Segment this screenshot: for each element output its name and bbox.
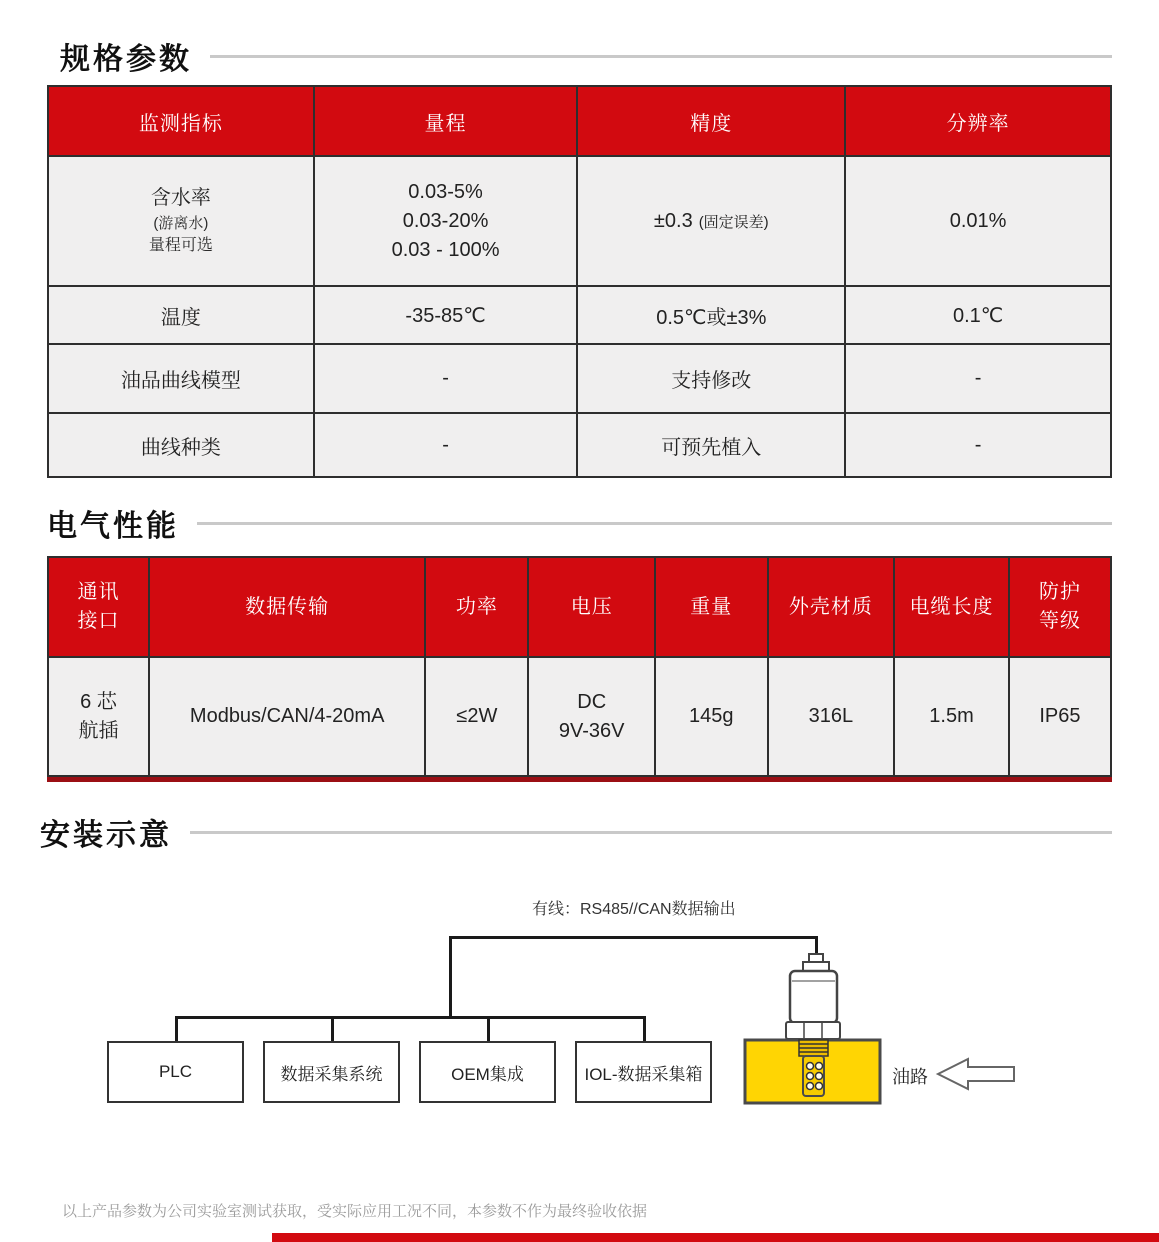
curve-resolution-cell: - <box>845 413 1111 477</box>
water-accuracy-cell <box>577 156 845 286</box>
electrical-header-row <box>48 557 1111 657</box>
cell-line: 航插 <box>78 719 119 742</box>
cell-line: 9V-36V <box>558 719 625 742</box>
spec-table-header-row <box>48 86 1111 156</box>
cell-line: Modbus/CAN/4-20mA <box>189 705 385 727</box>
header-line: 防护 <box>1038 581 1081 603</box>
header-line: 重量 <box>690 595 733 618</box>
box-label: IOL-数据采集箱 <box>584 1064 703 1084</box>
water-range-line2: 0.03-20% <box>402 209 489 232</box>
elec-header-comm-port <box>48 557 149 657</box>
cell-line: 316L <box>808 705 854 727</box>
header-line: 通讯 <box>77 581 120 603</box>
temp-resolution-cell: 0.1℃ <box>845 286 1111 344</box>
probe-hole <box>816 1063 823 1070</box>
water-indicator-line3: 量程可选 <box>148 237 213 254</box>
elec-header-cable-length <box>894 557 1009 657</box>
wire-bus-horizontal <box>175 1016 646 1019</box>
sensor-body-icon <box>790 971 837 1023</box>
elec-header-data-transfer <box>149 557 425 657</box>
temp-range-cell: -35-85℃ <box>314 286 578 344</box>
elec-power-cell <box>425 657 528 776</box>
model-indicator-cell: 油品曲线模型 <box>48 344 314 413</box>
header-line: 外壳材质 <box>788 595 873 618</box>
oil-path-label: 油路 <box>892 1067 928 1087</box>
wire-trunk-vertical <box>449 936 452 1018</box>
header-line: 等级 <box>1038 610 1081 632</box>
cell-line: 1.5m <box>929 705 974 727</box>
table-row <box>48 344 1111 413</box>
sensor-hex-nut-icon <box>786 1022 840 1039</box>
spec-header-accuracy: 精度 <box>577 86 845 156</box>
box-label: PLC <box>158 1062 193 1081</box>
water-indicator-line1: 含水率 <box>150 187 211 209</box>
curve-indicator-cell: 曲线种类 <box>48 413 314 477</box>
title-rule <box>210 55 1112 58</box>
specs-title-text: 规格参数 <box>60 43 192 76</box>
bottom-accent-bar <box>272 1233 1159 1242</box>
box-label: 数据采集系统 <box>280 1064 383 1084</box>
table-row <box>48 156 1111 286</box>
curve-range-cell: - <box>314 413 578 477</box>
diagram-box-plc <box>107 1041 244 1103</box>
cell-line: 145g <box>689 705 734 727</box>
curve-accuracy-cell: 可预先植入 <box>577 413 845 477</box>
elec-comm-port-cell <box>48 657 149 776</box>
oil-flow-arrow-icon <box>938 1059 1014 1089</box>
spec-header-indicator: 监测指标 <box>48 86 314 156</box>
elec-protection-cell <box>1009 657 1111 776</box>
section-specs-title <box>60 38 1112 74</box>
water-accuracy-main: ±0.3 <box>653 209 693 232</box>
header-line: 电压 <box>570 595 613 618</box>
model-accuracy-cell: 支持修改 <box>577 344 845 413</box>
electrical-table-wrap <box>47 556 1112 782</box>
elec-housing-cell <box>768 657 894 776</box>
wire-top-horizontal <box>449 936 818 939</box>
temp-indicator-cell: 温度 <box>48 286 314 344</box>
cell-line: ≤2W <box>456 705 498 727</box>
probe-hole <box>807 1083 814 1090</box>
electrical-table <box>47 556 1112 777</box>
installation-diagram <box>47 860 1112 1160</box>
model-resolution-cell: - <box>845 344 1111 413</box>
table-row <box>48 413 1111 477</box>
probe-hole <box>816 1083 823 1090</box>
installation-title-text: 安装示意 <box>40 819 172 852</box>
cell-line: IP65 <box>1039 705 1081 727</box>
sensor-illustration <box>680 950 1020 1110</box>
temp-accuracy-cell: 0.5℃或±3% <box>577 286 845 344</box>
wire-drop-plc <box>175 1016 178 1043</box>
elec-header-weight <box>655 557 768 657</box>
header-line: 功率 <box>455 595 498 618</box>
section-installation-title <box>40 814 1112 850</box>
wire-drop-iol <box>643 1016 646 1043</box>
spec-header-range: 量程 <box>314 86 578 156</box>
water-range-line1: 0.03-5% <box>408 180 483 203</box>
electrical-table-accent-bar <box>47 777 1112 782</box>
cell-line: DC <box>577 690 607 713</box>
water-indicator-line2: (游离水) <box>153 215 209 232</box>
water-indicator-cell <box>48 156 314 286</box>
spec-table <box>47 85 1112 478</box>
elec-weight-cell <box>655 657 768 776</box>
electrical-data-row <box>48 657 1111 776</box>
elec-header-protection <box>1009 557 1111 657</box>
title-rule <box>197 522 1112 525</box>
elec-header-housing <box>768 557 894 657</box>
probe-hole <box>816 1073 823 1080</box>
probe-hole <box>807 1073 814 1080</box>
table-row <box>48 286 1111 344</box>
water-range-line3: 0.03 - 100% <box>391 238 500 261</box>
title-rule <box>190 831 1112 834</box>
elec-header-power <box>425 557 528 657</box>
header-line: 数据传输 <box>245 595 330 618</box>
elec-header-voltage <box>528 557 654 657</box>
water-range-cell <box>314 156 578 286</box>
water-resolution-cell: 0.01% <box>845 156 1111 286</box>
spec-header-resolution: 分辨率 <box>845 86 1111 156</box>
section-electrical-title <box>47 505 1112 541</box>
electrical-title-text: 电气性能 <box>47 510 179 543</box>
wire-drop-daq <box>331 1016 334 1043</box>
wire-output-label: 有线：RS485//CAN数据输出 <box>532 901 736 918</box>
probe-hole <box>807 1063 814 1070</box>
footer-disclaimer: 以上产品参数为公司实验室测试获取，受实际应用工况不同，本参数不作为最终验收依据 <box>62 1203 648 1220</box>
wire-drop-oem <box>487 1016 490 1043</box>
diagram-box-oem <box>419 1041 556 1103</box>
elec-data-transfer-cell <box>149 657 425 776</box>
box-label: OEM集成 <box>451 1064 524 1084</box>
header-line: 电缆长度 <box>909 595 994 618</box>
elec-voltage-cell <box>528 657 654 776</box>
elec-cable-length-cell <box>894 657 1009 776</box>
water-accuracy-note: (固定误差) <box>698 213 769 231</box>
diagram-box-daq-system <box>263 1041 400 1103</box>
header-line: 接口 <box>77 610 120 632</box>
model-range-cell: - <box>314 344 578 413</box>
cell-line: 6 芯 <box>80 690 117 713</box>
